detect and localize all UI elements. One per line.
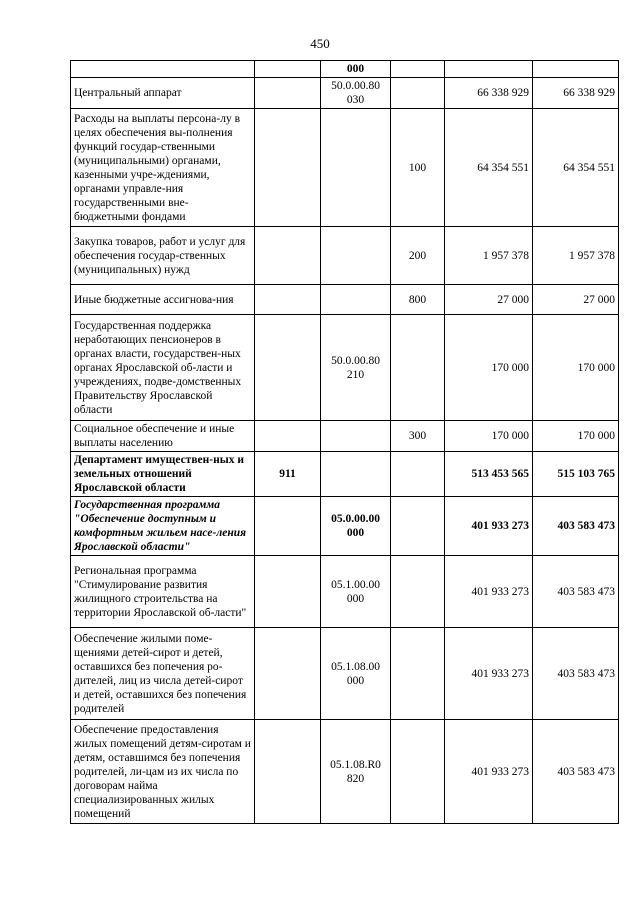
- row-expense-type-cell: 200: [391, 227, 445, 285]
- row-dept-cell: [255, 61, 321, 78]
- row-code-cell: 50.0.00.80 030: [321, 78, 391, 109]
- row-expense-type-cell: [391, 315, 445, 421]
- row-amount-1-cell: 401 933 273: [445, 720, 533, 824]
- row-amount-1-cell: 513 453 565: [445, 452, 533, 497]
- row-code-cell: 05.1.00.00 000: [321, 556, 391, 628]
- row-amount-1-cell: [445, 61, 533, 78]
- row-amount-1-cell: 27 000: [445, 285, 533, 315]
- row-code-cell: [321, 285, 391, 315]
- row-amount-2-cell: 170 000: [533, 315, 619, 421]
- row-dept-cell: [255, 421, 321, 452]
- row-dept-cell: [255, 720, 321, 824]
- row-name-cell: Государственная программа "Обеспечение доступным и комфортным жильем насе-ления Ярославской области": [71, 497, 255, 556]
- row-code-cell: 05.1.08.R0 820: [321, 720, 391, 824]
- table-row: [71, 452, 619, 497]
- row-expense-type-cell: [391, 78, 445, 109]
- row-dept-cell: [255, 78, 321, 109]
- row-amount-2-cell: 515 103 765: [533, 452, 619, 497]
- table-row: [71, 109, 619, 227]
- row-amount-2-cell: 1 957 378: [533, 227, 619, 285]
- row-expense-type-cell: [391, 61, 445, 78]
- row-amount-1-cell: 401 933 273: [445, 497, 533, 556]
- row-dept-cell: [255, 315, 321, 421]
- page-number: 450: [310, 36, 330, 51]
- row-amount-1-cell: 170 000: [445, 421, 533, 452]
- row-amount-1-cell: 401 933 273: [445, 556, 533, 628]
- row-name-cell: Государственная поддержка неработающих пенсионеров в органах власти, государствен-ных органах Ярославской об-ласти и учреждениях, подве-домственных Правительству Ярославской области: [71, 315, 255, 421]
- row-expense-type-cell: [391, 497, 445, 556]
- row-expense-type-cell: [391, 720, 445, 824]
- row-amount-2-cell: 66 338 929: [533, 78, 619, 109]
- row-dept-cell: [255, 109, 321, 227]
- row-expense-type-cell: [391, 452, 445, 497]
- row-amount-2-cell: 170 000: [533, 421, 619, 452]
- row-amount-2-cell: 403 583 473: [533, 720, 619, 824]
- row-amount-1-cell: 401 933 273: [445, 628, 533, 720]
- row-name-cell: Расходы на выплаты персона-лу в целях обеспечения вы-полнения функций государ-ственными (муниципальными) органами, казенными учре-ждениями, органами управле-ния государственными вне-бюджетными фондами: [71, 109, 255, 227]
- budget-table-body: [71, 61, 619, 824]
- row-code-cell: [321, 109, 391, 227]
- row-name-cell: [71, 61, 255, 78]
- row-amount-2-cell: 27 000: [533, 285, 619, 315]
- row-name-cell: Департамент имуществен-ных и земельных отношений Ярославской области: [71, 452, 255, 497]
- table-row: [71, 78, 619, 109]
- table-row: [71, 227, 619, 285]
- row-name-cell: Региональная программа "Стимулирование развития жилищного строительства на территории Ярославской об-ласти": [71, 556, 255, 628]
- row-expense-type-cell: [391, 628, 445, 720]
- row-dept-cell: [255, 497, 321, 556]
- table-row: [71, 556, 619, 628]
- row-name-cell: Обеспечение жилыми поме-щениями детей-сирот и детей, оставшихся без попечения ро-дителей, лиц из числа детей-сирот и детей, оставшихся без попечения родителей: [71, 628, 255, 720]
- row-code-cell: 000: [321, 61, 391, 78]
- row-amount-2-cell: [533, 61, 619, 78]
- row-code-cell: 05.0.00.00 000: [321, 497, 391, 556]
- row-name-cell: Иные бюджетные ассигнова-ния: [71, 285, 255, 315]
- row-amount-2-cell: 403 583 473: [533, 628, 619, 720]
- row-code-cell: [321, 421, 391, 452]
- row-amount-2-cell: 64 354 551: [533, 109, 619, 227]
- table-row: [71, 720, 619, 824]
- row-dept-cell: 911: [255, 452, 321, 497]
- table-row: [71, 61, 619, 78]
- row-name-cell: Центральный аппарат: [71, 78, 255, 109]
- row-amount-1-cell: 64 354 551: [445, 109, 533, 227]
- row-dept-cell: [255, 285, 321, 315]
- row-name-cell: Закупка товаров, работ и услуг для обеспечения государ-ственных (муниципальных) нужд: [71, 227, 255, 285]
- row-dept-cell: [255, 556, 321, 628]
- table-row: [71, 315, 619, 421]
- row-code-cell: 50.0.00.80 210: [321, 315, 391, 421]
- row-amount-1-cell: 66 338 929: [445, 78, 533, 109]
- row-expense-type-cell: 300: [391, 421, 445, 452]
- row-dept-cell: [255, 227, 321, 285]
- row-code-cell: 05.1.08.00 000: [321, 628, 391, 720]
- row-amount-1-cell: 1 957 378: [445, 227, 533, 285]
- row-name-cell: Обеспечение предоставления жилых помещений детям-сиротам и детям, оставшимся без попечения родителей, ли-цам из их числа по договорам найма специализированных жилых помещений: [71, 720, 255, 824]
- row-code-cell: [321, 452, 391, 497]
- table-row: [71, 421, 619, 452]
- row-expense-type-cell: [391, 556, 445, 628]
- row-name-cell: Социальное обеспечение и иные выплаты населению: [71, 421, 255, 452]
- budget-table: [70, 60, 619, 824]
- row-amount-2-cell: 403 583 473: [533, 556, 619, 628]
- row-code-cell: [321, 227, 391, 285]
- table-row: [71, 285, 619, 315]
- row-expense-type-cell: 800: [391, 285, 445, 315]
- row-amount-2-cell: 403 583 473: [533, 497, 619, 556]
- row-dept-cell: [255, 628, 321, 720]
- table-row: [71, 628, 619, 720]
- table-row: [71, 497, 619, 556]
- row-expense-type-cell: 100: [391, 109, 445, 227]
- row-amount-1-cell: 170 000: [445, 315, 533, 421]
